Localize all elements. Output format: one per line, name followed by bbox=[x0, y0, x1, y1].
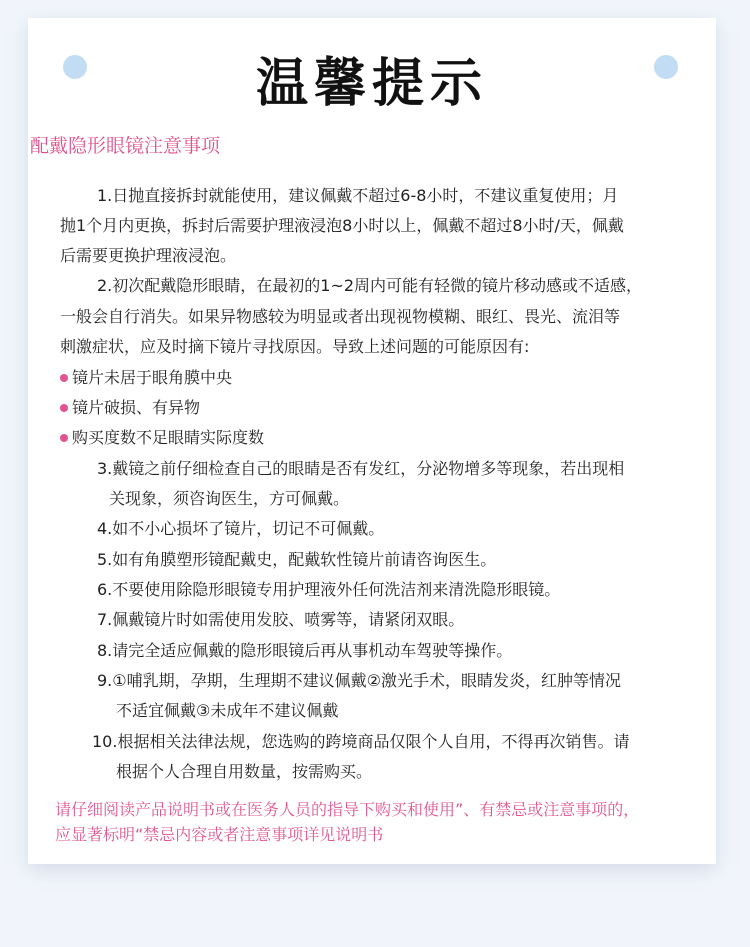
paragraph-1-line-3: 后需要更换护理液浸泡。 bbox=[60, 246, 237, 265]
item-9-line-1: 9.①哺乳期，孕期，生理期不建议佩戴②激光手术，眼睛发炎，红肿等情况 bbox=[97, 671, 621, 690]
footer-notice-line-1: 请仔细阅读产品说明书或在医务人员的指导下购买和使用”、有禁忌或注意事项的， bbox=[55, 800, 640, 819]
item-8: 8.请完全适应佩戴的隐形眼镜后再从事机动车驾驶等操作。 bbox=[97, 641, 513, 660]
paragraph-2-line-3: 刺激症状，应及时摘下镜片寻找原因。导致上述问题的可能原因有: bbox=[60, 337, 530, 356]
item-5: 5.如有角膜塑形镜配戴史，配戴软性镜片前请咨询医生。 bbox=[97, 550, 497, 569]
item-10-line-1: 10.根据相关法律法规，您选购的跨境商品仅限个人自用，不得再次销售。请 bbox=[92, 732, 630, 751]
item-7: 7.佩戴镜片时如需使用发胶、喷雾等，请紧闭双眼。 bbox=[97, 610, 465, 629]
item-6: 6.不要使用除隐形眼镜专用护理液外任何洗洁剂来清洗隐形眼镜。 bbox=[97, 580, 561, 599]
bullet-item bbox=[60, 397, 200, 419]
bullet-text: 购买度数不足眼睛实际度数 bbox=[72, 428, 265, 447]
section-title: 配戴隐形眼镜注意事项 bbox=[30, 135, 221, 157]
paragraph-2-line-2: 一般会自行消失。如果异物感较为明显或者出现视物模糊、眼红、畏光、流泪等 bbox=[60, 307, 621, 326]
paragraph-2-line-1: 2.初次配戴隐形眼睛，在最初的1~2周内可能有轻微的镜片移动感或不适感， bbox=[97, 276, 643, 295]
item-3-line-2: 关现象，须咨询医生，方可佩戴。 bbox=[109, 489, 350, 508]
bullet-dot-icon bbox=[60, 404, 68, 412]
footer-notice-line-2: 应显著标明“禁忌内容或者注意事项详见说明书 bbox=[55, 825, 384, 844]
item-10-line-2: 根据个人合理自用数量，按需购买。 bbox=[116, 762, 373, 781]
bullet-text: 镜片未居于眼角膜中央 bbox=[72, 368, 233, 387]
bullet-item bbox=[60, 367, 232, 389]
item-3-line-1: 3.戴镜之前仔细检查自己的眼睛是否有发红，分泌物增多等现象，若出现相 bbox=[97, 459, 625, 478]
item-4: 4.如不小心损坏了镜片，切记不可佩戴。 bbox=[97, 519, 385, 538]
bullet-dot-icon bbox=[60, 374, 68, 382]
item-9-line-2: 不适宜佩戴③未成年不建议佩戴 bbox=[116, 701, 339, 720]
bullet-dot-icon bbox=[60, 434, 68, 442]
paragraph-1-line-2: 抛1个月内更换，拆封后需要护理液浸泡8小时以上，佩戴不超过8小时/天，佩戴 bbox=[60, 216, 624, 235]
paragraph-1-line-1: 1.日抛直接拆封就能使用，建议佩戴不超过6-8小时，不建议重复使用；月 bbox=[97, 186, 619, 205]
bullet-item bbox=[60, 427, 264, 449]
bullet-text: 镜片破损、有异物 bbox=[72, 398, 201, 417]
page-title: 温馨提示 bbox=[255, 54, 488, 114]
